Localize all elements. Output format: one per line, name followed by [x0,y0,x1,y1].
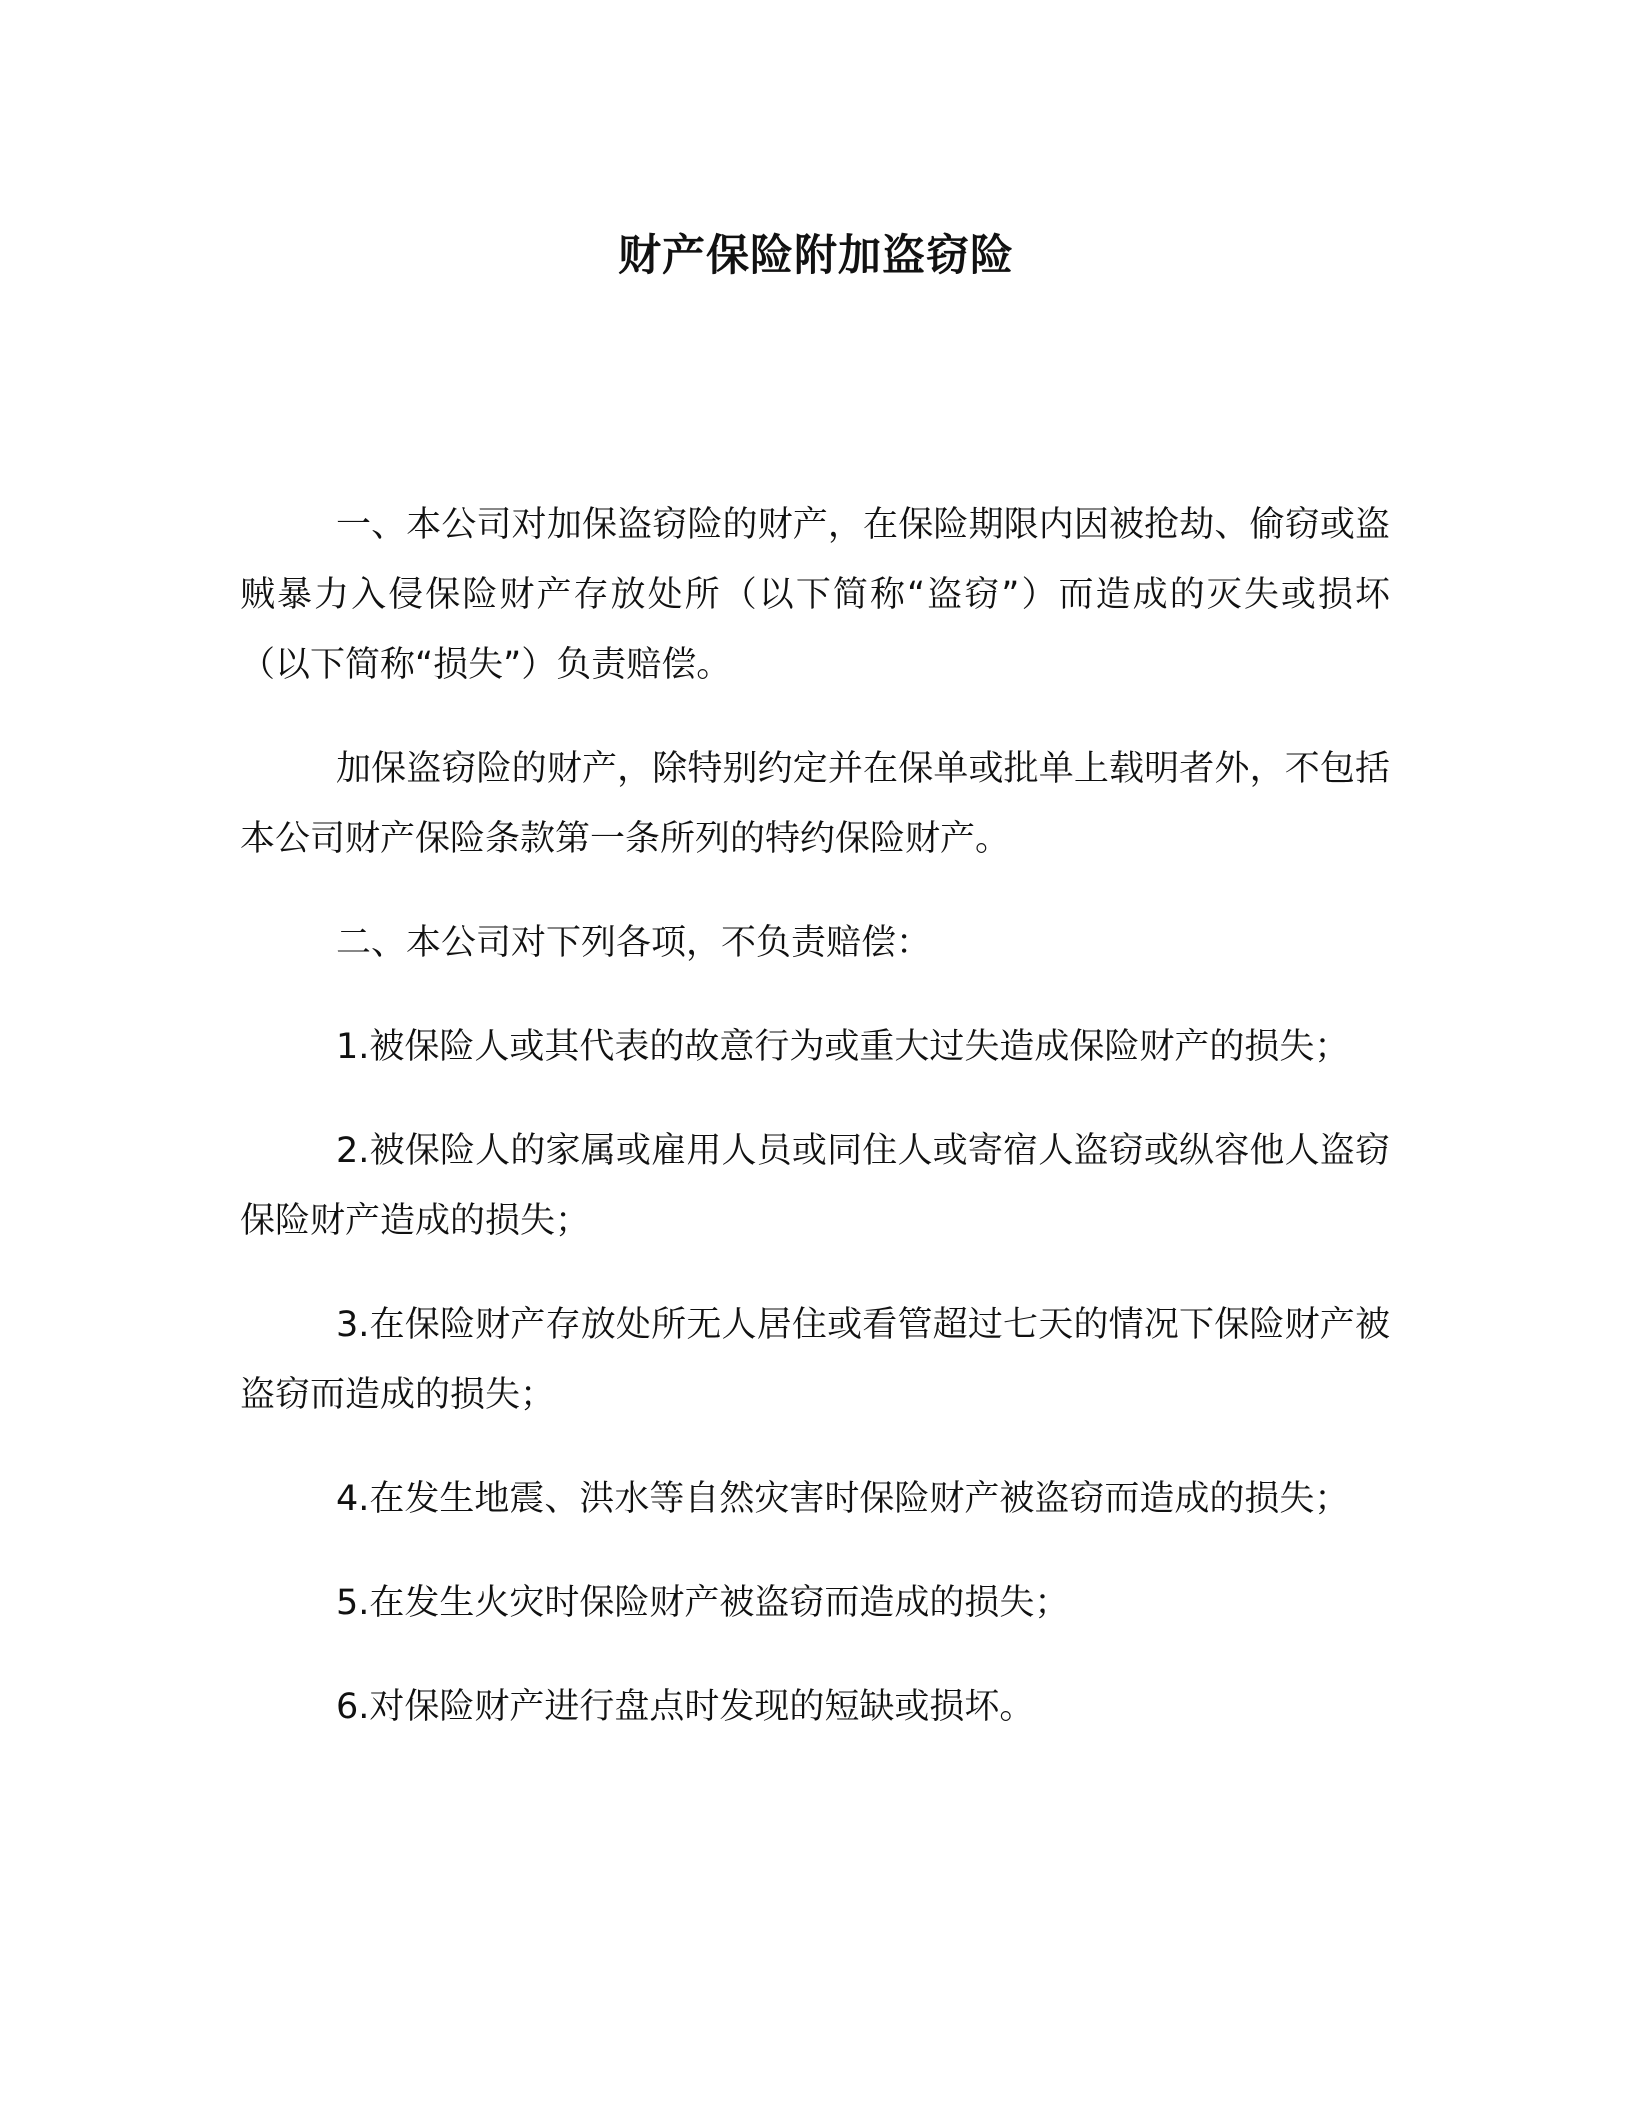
clause-2-heading: 二、本公司对下列各项，不负责赔偿： [336,923,932,963]
clause-1-paragraph: 一、本公司对加保盗窃险的财产，在保险期限内因被抢劫、偷窃或盗贼暴力入侵保险财产存放处所（以下简称“盗窃”）而造成的灭失或损坏（以下简称“损失”）负责赔偿。 [240,505,1390,685]
exclusion-item-1: 1.被保险人或其代表的故意行为或重大过失造成保险财产的损失； [336,1027,1350,1067]
document-title: 财产保险附加盗窃险 [618,231,1014,281]
exclusion-item-6: 6.对保险财产进行盘点时发现的短缺或损坏。 [336,1687,1035,1727]
document-body [240,490,1390,1776]
exclusion-item-4: 4.在发生地震、洪水等自然灾害时保险财产被盗窃而造成的损失； [336,1479,1350,1519]
clause-1-exclusion-paragraph: 加保盗窃险的财产，除特别约定并在保单或批单上载明者外，不包括本公司财产保险条款第一条所列的特约保险财产。 [240,749,1390,859]
exclusion-item-2: 2.被保险人的家属或雇用人员或同住人或寄宿人盗窃或纵容他人盗窃保险财产造成的损失； [240,1131,1390,1241]
exclusion-item-5: 5.在发生火灾时保险财产被盗窃而造成的损失； [336,1583,1070,1623]
exclusion-item-3: 3.在保险财产存放处所无人居住或看管超过七天的情况下保险财产被盗窃而造成的损失； [240,1305,1390,1415]
